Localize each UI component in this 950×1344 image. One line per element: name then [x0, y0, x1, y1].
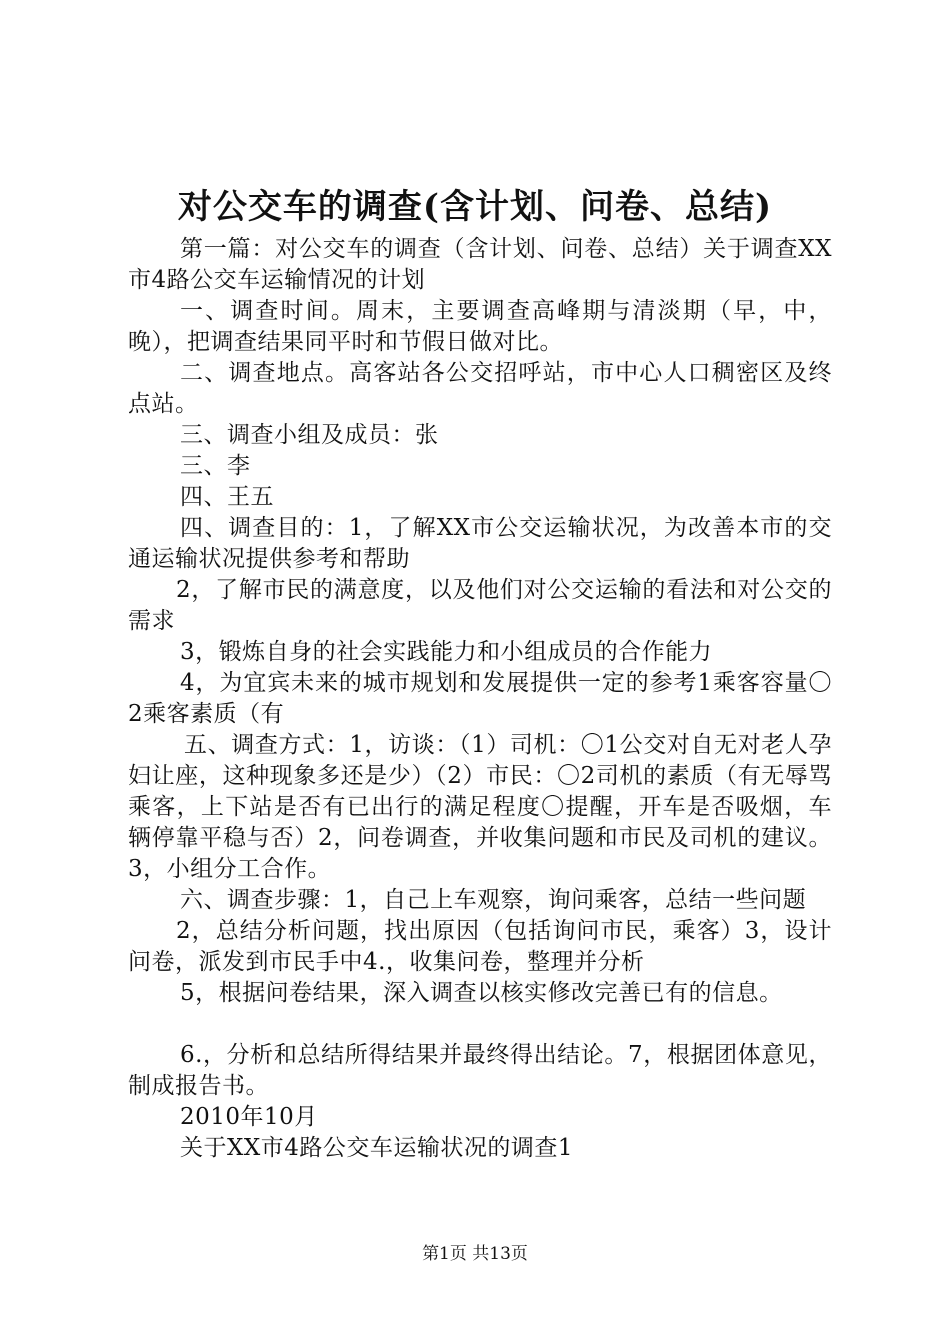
paragraph-step-2: 2，总结分析问题，找出原因（包括询问市民，乘客）3，设计问卷，派发到市民手中4.，收集问卷，整理并分析 [128, 918, 832, 975]
paragraph-next-section: 关于XX市4路公交车运输状况的调查1 [180, 1135, 574, 1161]
paragraph-survey-method: 五、调查方式：1，访谈：（1）司机：〇1公交对自无对老人孕妇让座，这种现象多还是少）（2）市民：〇2司机的素质（有无辱骂乘客，上下站是否有已出行的满足程度〇提醒，开车是否吸烟，车辆停靠平稳与否）2，问卷调查，并收集问题和市民及司机的建议。3，小组分工合作。 [128, 732, 832, 882]
paragraph-survey-steps: 六、调查步骤：1，自己上车观察，询问乘客，总结一些问题 [180, 887, 807, 913]
document-title: 对公交车的调查(含计划、问卷、总结) [177, 187, 773, 227]
paragraph-step-6: 6.，分析和总结所得结果并最终得出结论。7，根据团体意见，制成报告书。 [128, 1042, 832, 1099]
paragraph-step-5: 5，根据问卷结果，深入调查以核实修改完善已有的信息。 [180, 980, 783, 1006]
paragraph-survey-time: 一、调查时间。周末，主要调查高峰期与清淡期（早，中，晚），把调查结果同平时和节假日做对比。 [128, 298, 832, 355]
paragraph-survey-purpose: 四、调查目的：1，了解XX市公交运输状况，为改善本市的交通运输状况提供参考和帮助 [128, 515, 832, 572]
paragraph-date: 2010年10月 [180, 1104, 318, 1130]
paragraph-purpose-3: 3，锻炼自身的社会实践能力和小组成员的合作能力 [180, 639, 713, 665]
document-body [128, 234, 832, 1164]
paragraph-intro: 第一篇：对公交车的调查（含计划、问卷、总结）关于调查XX市4路公交车运输情况的计划 [128, 236, 832, 293]
paragraph-gap [128, 1009, 832, 1040]
paragraph-member-wangwu: 四、王五 [180, 484, 274, 510]
paragraph-purpose-4: 4，为宜宾未来的城市规划和发展提供一定的参考1乘客容量〇2乘客素质（有 [128, 670, 832, 727]
paragraph-member-li: 三、李 [180, 453, 251, 479]
paragraph-survey-location: 二、调查地点。高客站各公交招呼站，市中心人口稠密区及终点站。 [128, 360, 832, 417]
paragraph-purpose-2: 2，了解市民的满意度，以及他们对公交运输的看法和对公交的需求 [128, 577, 832, 634]
paragraph-survey-group: 三、调查小组及成员：张 [180, 422, 439, 448]
page-footer: 第1页 共13页 [422, 1244, 528, 1264]
